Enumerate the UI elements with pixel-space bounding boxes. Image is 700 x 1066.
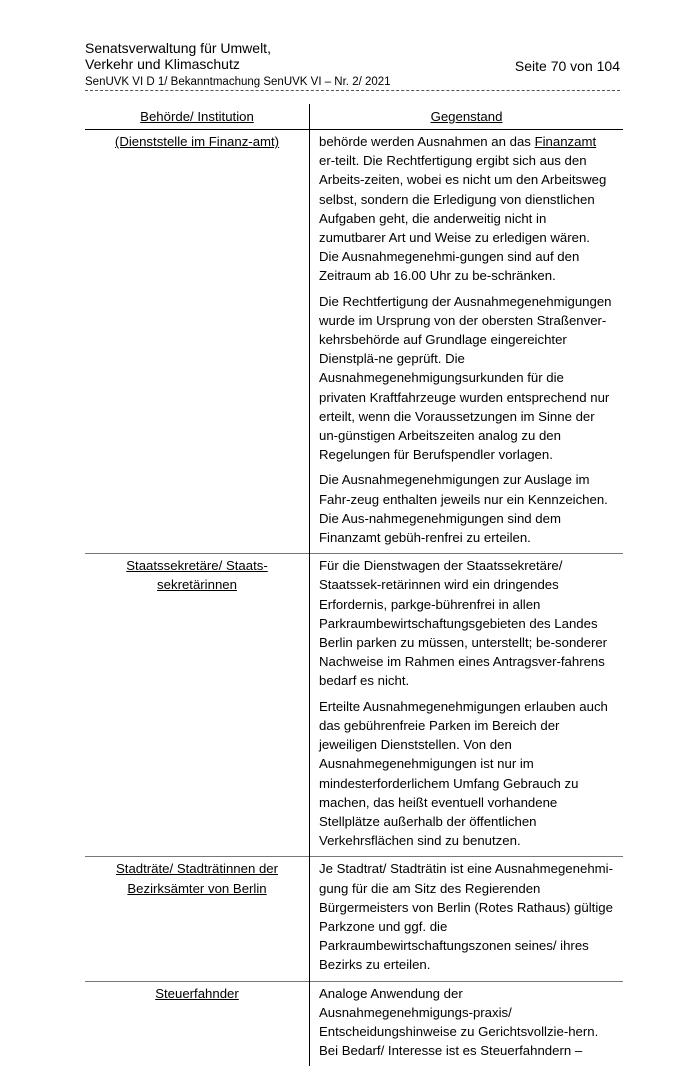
authority-cell: Staatssekretäre/ Staats-sekretärinnen	[85, 554, 310, 857]
table-row	[85, 857, 623, 981]
subject-paragraph: Je Stadtrat/ Stadträtin ist eine Ausnahmegenehmi-gung für die am Sitz des Regierenden Bürgermeisters von Berlin (Rotes Rathaus) gültige Parkzone und ggf. die Parkraumbewirtschaftungszonen seines/ ihres Bezirks zu erteilen.	[319, 859, 613, 974]
table-header-row	[85, 104, 623, 130]
table-row	[85, 981, 623, 1066]
org-line-1: Senatsverwaltung für Umwelt,	[85, 40, 620, 56]
subject-paragraph: Für die Dienstwagen der Staatssekretäre/ Staatssek-retärinnen wird ein dringendes Erfordernis, parkge-bührenfrei in allen Parkraumbewirtschaftungsgebieten des Landes Berlin parken zu müssen, unterstellt; be-sonderer Nachweise im Rahmen eines Antragsver-fahrens bedarf es nicht.	[319, 556, 613, 690]
regulation-table	[85, 104, 623, 1066]
column-header-subject: Gegenstand	[310, 104, 624, 130]
table-row	[85, 130, 623, 554]
authority-cell: Stadträte/ Stadträtinnen der Bezirksämter von Berlin	[85, 857, 310, 981]
table-row	[85, 554, 623, 857]
subject-paragraph: behörde werden Ausnahmen an das Finanzamt er-teilt. Die Rechtfertigung ergibt sich aus den Arbeits-zeiten, wobei es nicht um den Arbeitsweg selbst, sondern die Erledigung von dienstlichen Aufgaben geht, die anderweitig nicht in zumutbarer Art und Weise zu erledigen wären. Die Ausnahmegenehmi-gungen sind auf den Zeitraum ab 16.00 Uhr zu be-schränken.	[319, 132, 613, 286]
subject-paragraph: Erteilte Ausnahmegenehmigungen erlauben auch das gebührenfreie Parken im Bereich der jeweiligen Dienststellen. Von den Ausnahmegenehmigungen ist nur im mindesterforderlichem Umfang Gebrauch zu machen, das heißt eventuell vorhandene Stellplätze außerhalb der öffentlichen Verkehrsflächen sind zu benutzen.	[319, 697, 613, 851]
subject-cell	[310, 981, 624, 1066]
page-header	[85, 40, 620, 89]
header-divider	[85, 90, 620, 91]
authority-cell: Steuerfahnder	[85, 981, 310, 1066]
subject-cell	[310, 857, 624, 981]
subject-paragraph: Die Ausnahmegenehmigungen zur Auslage im Fahr-zeug enthalten jeweils nur ein Kennzeichen. Die Aus-nahmegenehmigungen sind dem Finanzamt gebüh-renfrei zu erteilen.	[319, 470, 613, 547]
authority-cell: (Dienststelle im Finanz-amt)	[85, 130, 310, 554]
underlined-term: Finanzamt	[535, 134, 597, 149]
column-header-authority: Behörde/ Institution	[85, 104, 310, 130]
document-reference: SenUVK VI D 1/ Bekanntmachung SenUVK VI – Nr. 2/ 2021	[85, 75, 620, 89]
subject-cell	[310, 130, 624, 554]
subject-paragraph: Die Rechtfertigung der Ausnahmegenehmigungen wurde im Ursprung von der obersten Straßenver-kehrsbehörde auf Grundlage eingereichter Dienstplä-ne geprüft. Die Ausnahmegenehmigungsurkunden für die privaten Kraftfahrzeuge wurden entsprechend nur erteilt, wenn die Voraussetzungen im Sinne der un-günstigen Arbeitszeiten analog zu den Regelungen für Berufspendler vorlagen.	[319, 292, 613, 465]
table-body	[85, 130, 623, 1066]
subject-cell	[310, 554, 624, 857]
subject-paragraph: Analoge Anwendung der Ausnahmegenehmigungs-praxis/ Entscheidungshinweise zu Gerichtsvollzie-hern. Bei Bedarf/ Interesse ist es Steuerfahndern –	[319, 984, 613, 1061]
org-line-2: Verkehr und Klimaschutz	[85, 56, 620, 72]
page-number: Seite 70 von 104	[515, 58, 620, 74]
